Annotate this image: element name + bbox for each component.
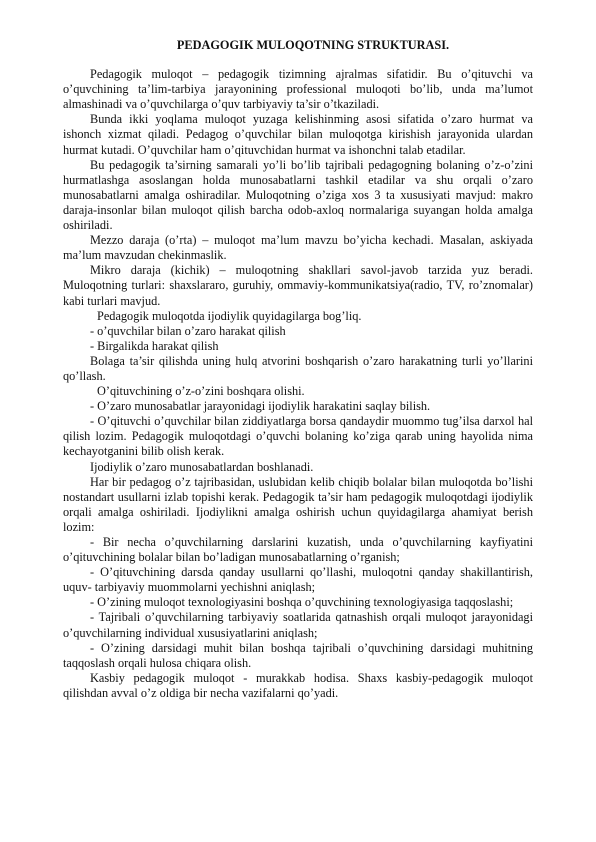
list-item: - O’qituvchining darsda qanday usullarni qo’llashi, muloqotni qanday shakillantirish, uquv- tarbiyaviy muommolarni yechishni aniqlash; [63,565,533,595]
paragraph-mutual-respect: Bunda ikki yoqlama muloqot yuzaga kelishinming asosi sifatida o’zaro hurmat va ishonch xizmat qiladi. Pedagog o’quvchilar bilan muloqotga kirishish jarayonida ulardan hurmat kutadi. O’quvchilar ham o’qituvchidan hurmat va ishonchni talab etadilar. [63,112,533,157]
paragraph-each-teacher: Har bir pedagog o’z tajribasidan, uslubidan kelib chiqib bolalar bilan muloqotda bo’lishi nostandart usullarni izlab topishi kerak. Pedagogik ta’sir ham pedagogik muloqotdagi ijodiylik orqali amalga oshiriladi. Ijodiylikni amalga oshirish uchun quyidagilarga ahamiyat berish lozim: [63,474,533,534]
list-item: - O’qituvchi o’quvchilar bilan ziddiyatlarga borsa qandaydir muommo tug’ilsa darxol hal qilish lozim. Pedagogik muloqotdagi o’quvchi bolaning ko’ziga qarab uning hayolida nima kechayotganini bilib olish kerak. [63,414,533,459]
list-item: - Birgalikda harakat qilish [90,338,219,353]
list-item: - O’zining darsidagi muhit bilan boshqa tajribali o’quvchining darsidagi muhitning taqqoslash orqali hulosa chiqara olish. [63,640,533,670]
list-item: - O’zaro munosabatlar jarayonidagi ijodiylik harakatini saqlay bilish. [90,399,431,414]
list-item: - o’quvchilar bilan o’zaro harakat qilish [90,323,286,338]
paragraph-mezzo-level: Mezzo daraja (o’rta) – muloqot ma’lum mavzu bo’yicha kechadi. Masalan, askiyada ma’lum mavzudan chekinmaslik. [63,233,533,263]
list-item: - Bir necha o’quvchilarning darslarini kuzatish, unda o’quvchilarning kayfiyatini o’qituvchining bolalar bilan bo’ladigan munosabatlarning o’rganish; [63,535,533,565]
document-page [63,38,533,701]
paragraph-definition: Pedagogik muloqot – pedagogik tizimning ajralmas sifatidir. Bu o’qituvchi va o’quvchining ta’lim-tarbiya jarayonining professional muloqoti bo’lib, unda ma’lumot almashinadi va o’quvchilarga o’quv tarbiyaviy ta’sir o’tkaziladi. [63,67,533,112]
document-title: PEDAGOGIK MULOQOTNING STRUKTURASI. [176,38,450,52]
list-item: - Tajribali o’quvchilarning tarbiyaviy soatlarida qatnashish orqali muloqot jarayonidagi o’quvchilarning individual xususiyatlarini aniqlash; [63,610,533,640]
paragraph-levels-macro: Bu pedagogik ta’sirning samarali yo’li bo’lib tajribali pedagogning bolaning o’z-o’zini hurmatlashga asoslangan holda munosabatlarni tashkil etadilar va shu orqali o’zaro munosabatlarni amalga oshiradilar. Muloqotning o’ziga xos 3 ta xususiyati mavjud: makro daraja-insonlar bilan muloqot qilish barcha odob-axloq normalariga suyangan holda amalga oshiriladi. [63,157,533,233]
paragraph-self-control: O’qituvchining o’z-o’zini boshqara olishi. [97,384,305,399]
paragraph-creativity-begins: Ijodiylik o’zaro munosabatlardan boshlanadi. [90,459,314,474]
paragraph-creativity-intro: Pedagogik muloqotda ijodiylik quyidagilarga bog’liq. [97,308,362,323]
paragraph-micro-level: Mikro daraja (kichik) – muloqotning shakllari savol-javob tarzida yuz beradi. Muloqotning turlari: shaxslararo, guruhiy, ommaviy-kommunikatsiya(radio, TV, ro’znomalar) kabi turlari mavjud. [63,263,533,308]
list-item: - O’zining muloqot texnologiyasini boshqa o’quvchining texnologiyasiga taqqoslashi; [90,595,514,610]
paragraph-child-influence: Bolaga ta’sir qilishda uning hulq atvorini boshqarish o’zaro harakatning turli yo’llarini qo’llash. [63,353,533,383]
paragraph-professional-communication: Kasbiy pedagogik muloqot - murakkab hodisa. Shaxs kasbiy-pedagogik muloqot qilishdan avval o’z oldiga bir necha vazifalarni qo’yadi. [63,670,533,700]
